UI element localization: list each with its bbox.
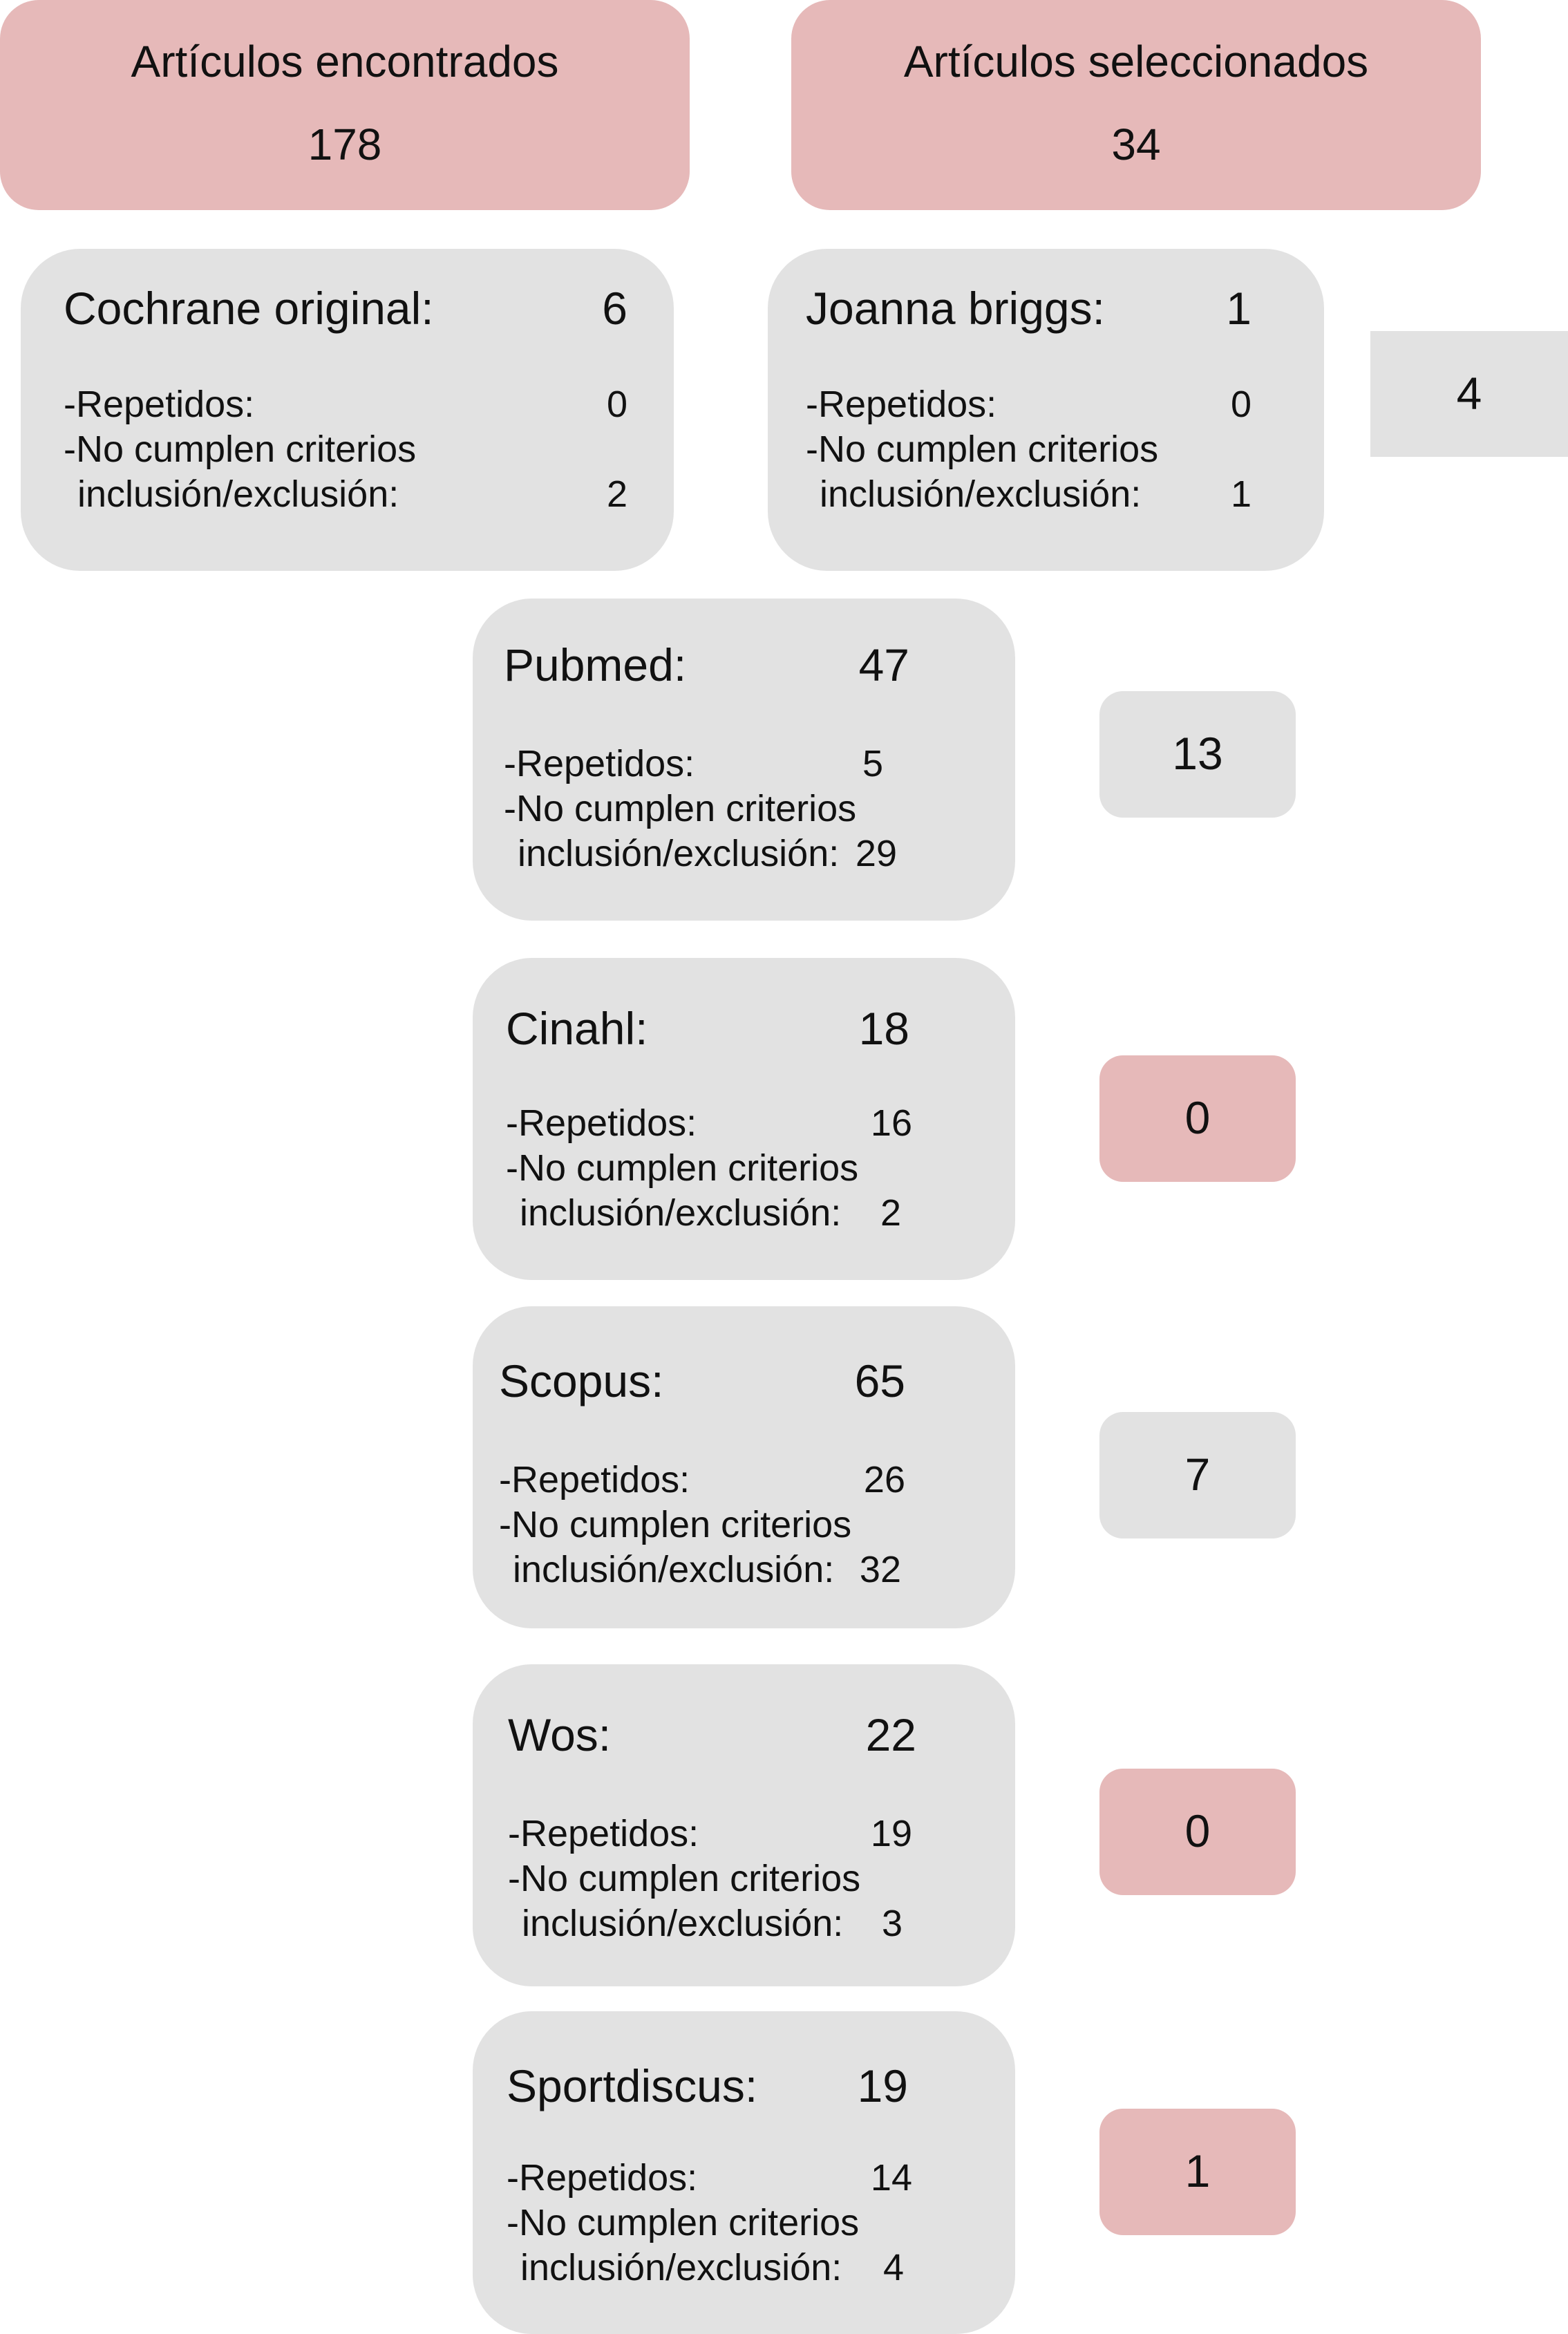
selected-count-value: 13 [1172, 728, 1223, 779]
repeated-count: 26 [863, 1459, 905, 1500]
criteria-label-line1: -No cumplen criterios [64, 429, 417, 470]
repeated-label: -Repetidos: [506, 1102, 697, 1144]
database-total: 1 [1226, 283, 1251, 334]
database-box-cinahl [473, 958, 1015, 1280]
database-total: 47 [858, 639, 909, 690]
selected-count-value: 4 [1456, 368, 1482, 419]
criteria-label-line2: inclusión/exclusión: [77, 473, 399, 515]
database-name: Sportdiscus: [507, 2060, 758, 2111]
repeated-count: 19 [870, 1813, 912, 1854]
repeated-label: -Repetidos: [806, 384, 997, 425]
articles-found-value: 178 [308, 120, 382, 169]
articles-selected-value: 34 [1111, 120, 1161, 169]
database-total: 6 [602, 283, 627, 334]
repeated-label: -Repetidos: [507, 2157, 698, 2199]
database-name: Pubmed: [504, 639, 687, 690]
criteria-label-line2: inclusión/exclusión: [820, 473, 1142, 515]
excluded-count: 2 [880, 1192, 901, 1234]
criteria-label-line1: -No cumplen criterios [506, 1147, 859, 1189]
articles-found-header [0, 0, 690, 210]
criteria-label-line1: -No cumplen criterios [507, 2202, 860, 2243]
articles-found-title: Artículos encontrados [131, 37, 559, 86]
selected-count-wos [1099, 1769, 1296, 1895]
criteria-label-line1: -No cumplen criterios [504, 788, 857, 829]
repeated-count: 0 [1230, 384, 1251, 425]
repeated-label: -Repetidos: [508, 1813, 699, 1854]
database-name: Wos: [508, 1709, 612, 1760]
repeated-count: 0 [606, 384, 627, 425]
selected-count-sportdiscus [1099, 2109, 1296, 2235]
criteria-label-line2: inclusión/exclusión: [520, 2247, 842, 2288]
repeated-label: -Repetidos: [499, 1459, 690, 1500]
criteria-label-line2: inclusión/exclusión: [520, 1192, 842, 1234]
repeated-count: 14 [870, 2157, 912, 2199]
excluded-count: 3 [881, 1903, 903, 1944]
criteria-label-line2: inclusión/exclusión: [518, 833, 840, 874]
selected-count-cinahl [1099, 1055, 1296, 1182]
repeated-count: 5 [862, 743, 883, 784]
database-box-sportdiscus [473, 2011, 1015, 2334]
criteria-label-line1: -No cumplen criterios [499, 1504, 852, 1545]
repeated-label: -Repetidos: [504, 743, 695, 784]
criteria-label-line1: -No cumplen criterios [806, 429, 1159, 470]
database-total: 65 [854, 1355, 905, 1406]
database-total: 18 [858, 1003, 909, 1054]
database-box-pubmed [473, 599, 1015, 921]
repeated-count: 16 [870, 1102, 912, 1144]
database-name: Joanna briggs: [806, 283, 1105, 334]
selected-count-value: 0 [1184, 1805, 1211, 1856]
database-box-cochrane [21, 249, 674, 571]
database-name: Cinahl: [506, 1003, 648, 1054]
criteria-label-line1: -No cumplen criterios [508, 1858, 861, 1899]
selected-count-value: 7 [1184, 1449, 1211, 1500]
excluded-count: 2 [606, 473, 627, 515]
excluded-count: 1 [1230, 473, 1251, 515]
database-name: Cochrane original: [64, 283, 434, 334]
database-box-wos [473, 1664, 1015, 1986]
criteria-label-line2: inclusión/exclusión: [513, 1549, 835, 1590]
selected-count-value: 0 [1184, 1092, 1211, 1143]
database-total: 22 [865, 1709, 916, 1760]
articles-selected-title: Artículos seleccionados [903, 37, 1369, 86]
excluded-count: 29 [855, 833, 897, 874]
selected-count-scopus [1099, 1412, 1296, 1538]
selected-count-pubmed [1099, 691, 1296, 818]
selected-count-cochrane-joanna [1370, 331, 1568, 457]
database-box-scopus [473, 1306, 1015, 1628]
database-total: 19 [857, 2060, 908, 2111]
repeated-label: -Repetidos: [64, 384, 255, 425]
criteria-label-line2: inclusión/exclusión: [522, 1903, 844, 1944]
selected-count-value: 1 [1184, 2145, 1211, 2196]
database-box-joanna-briggs [768, 249, 1324, 571]
excluded-count: 32 [859, 1549, 901, 1590]
database-name: Scopus: [499, 1355, 664, 1406]
articles-selected-header [791, 0, 1481, 210]
excluded-count: 4 [882, 2247, 904, 2288]
